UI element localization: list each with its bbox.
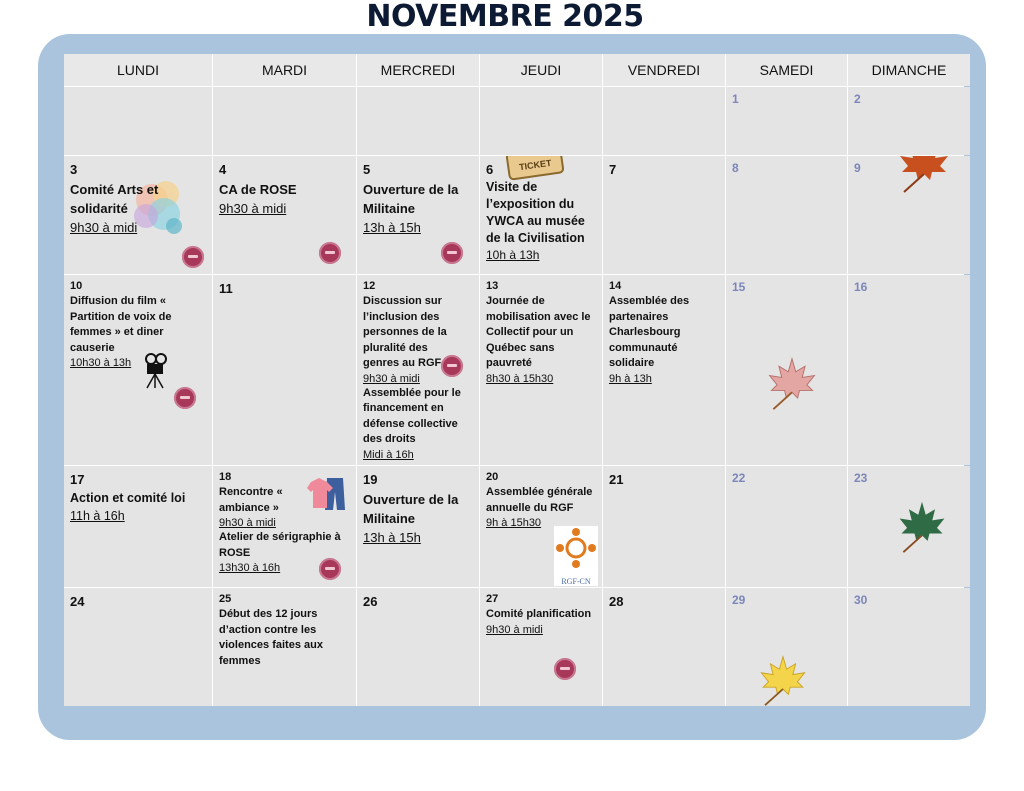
day-number: 18 [219, 471, 232, 483]
event-title: Début des 12 jours d’action contre les violences faites aux femmes [219, 608, 323, 667]
day-number: 26 [363, 594, 378, 609]
day-cell-12 [357, 275, 479, 465]
event-title: Journée de mobilisation avec le Collectif pour un Québec sans pauvreté [486, 295, 591, 369]
event-title: Ouverture de la Militaine [363, 492, 459, 526]
day-cell-28 [603, 588, 725, 706]
day-header-vendredi: VENDREDI [603, 54, 725, 86]
day-cell-8 [726, 156, 847, 274]
day-number: 13 [486, 280, 499, 292]
event-time: 9h30 à midi [70, 220, 138, 235]
event-title: Comité Arts et solidarité [70, 182, 159, 216]
day-number: 25 [219, 593, 232, 605]
event-title: Assemblée des partenaires Charlesbourg communauté solidaire [609, 295, 690, 369]
day-cell-19 [357, 466, 479, 587]
day-cell-10 [64, 275, 212, 465]
maple-leaf-icon [894, 156, 954, 194]
event-time: 11h à 16h [70, 509, 125, 523]
day-header-jeudi: JEUDI [480, 54, 602, 86]
event-time: 9h à 15h30 [486, 517, 542, 529]
day-number: 5 [363, 162, 371, 177]
rose-logo-icon [554, 658, 576, 680]
day-header-dimanche: DIMANCHE [848, 54, 970, 86]
day-number: 15 [732, 280, 746, 294]
event-time: 9h30 à midi [219, 517, 276, 529]
event-title: Visite de l’exposition du YWCA au musée de la Civilisation [486, 180, 585, 245]
day-cell-6 [480, 156, 602, 274]
day-number: 17 [70, 472, 85, 487]
day-cell-27 [480, 588, 602, 706]
empty-day-cell [357, 87, 479, 155]
day-number: 6 [486, 162, 494, 177]
event-time: 9h30 à midi [486, 623, 543, 636]
empty-day-cell [603, 87, 725, 155]
rgf-logo [554, 526, 598, 586]
day-header-samedi: SAMEDI [726, 54, 847, 86]
rose-logo-icon [182, 246, 204, 268]
day-number: 2 [854, 92, 861, 106]
day-cell-14 [603, 275, 725, 465]
day-cell-4 [213, 156, 356, 274]
ticket-icon [506, 156, 564, 182]
rose-logo-icon [319, 242, 341, 264]
day-cell-1 [726, 87, 847, 155]
day-cell-2 [848, 87, 970, 155]
clothing-icon [305, 474, 349, 514]
event-title: Assemblée générale annuelle du RGF [486, 486, 593, 514]
empty-day-cell [213, 87, 356, 155]
event-time: 8h30 à 15h30 [486, 372, 554, 385]
event-time: 9h30 à midi [363, 372, 420, 385]
maple-leaf-icon [756, 652, 810, 706]
day-number: 16 [854, 280, 868, 294]
day-cell-18 [213, 466, 356, 587]
day-cell-26 [357, 588, 479, 706]
calendar-grid [64, 54, 964, 706]
event-title: Diffusion du film « Partition de voix de femmes » et diner causerie [70, 295, 172, 354]
empty-day-cell [64, 87, 212, 155]
day-cell-11 [213, 275, 356, 465]
event-title: Atelier de sérigraphie à ROSE [219, 531, 341, 559]
event-time: 9h à 13h [609, 372, 652, 385]
event-title: Assemblée pour le financement en défense collective des droits [363, 386, 461, 445]
ticket-label: TICKET [518, 157, 553, 173]
day-number: 19 [363, 472, 378, 487]
rgf-logo-text: RGF-CN [561, 577, 591, 586]
rose-logo-icon [441, 355, 463, 377]
event-title: Ouverture de la Militaine [363, 182, 459, 216]
day-number: 1 [732, 92, 739, 106]
day-number: 30 [854, 593, 868, 607]
day-number: 27 [486, 593, 499, 605]
day-number: 23 [854, 471, 868, 485]
day-cell-9 [848, 156, 970, 274]
day-header-mercredi: MERCREDI [357, 54, 479, 86]
day-cell-24 [64, 588, 212, 706]
day-cell-15 [726, 275, 847, 465]
day-number: 3 [70, 162, 78, 177]
day-number: 12 [363, 280, 376, 292]
event-time: 13h à 15h [363, 530, 421, 545]
day-number: 4 [219, 162, 227, 177]
event-time: Midi à 16h [363, 448, 414, 461]
day-header-lundi: LUNDI [64, 54, 212, 86]
event-time: 13h à 15h [363, 220, 421, 235]
event-time: 13h30 à 16h [219, 562, 281, 574]
calendar-title: NOVEMBRE 2025 [366, 0, 644, 34]
day-number: 22 [732, 471, 746, 485]
rgf-logo-icon [554, 526, 598, 572]
day-cell-25 [213, 588, 356, 706]
event-title: Comité planification [486, 608, 592, 620]
event-title: Action et comité loi [70, 491, 186, 505]
event-title: CA de ROSE [219, 182, 297, 197]
day-number: 9 [854, 161, 861, 175]
day-number: 8 [732, 161, 739, 175]
day-cell-3 [64, 156, 212, 274]
day-cell-29 [726, 588, 847, 706]
day-cell-16 [848, 275, 970, 465]
event-time: 10h30 à 13h [70, 357, 132, 369]
day-number: 24 [70, 594, 85, 609]
event-time: 9h30 à midi [219, 201, 287, 216]
empty-day-cell [480, 87, 602, 155]
maple-leaf-icon [894, 496, 950, 556]
day-cell-17 [64, 466, 212, 587]
day-number: 29 [732, 593, 746, 607]
day-number: 14 [609, 280, 622, 292]
day-number: 28 [609, 594, 624, 609]
day-cell-13 [480, 275, 602, 465]
rose-logo-icon [319, 558, 341, 580]
day-header-mardi: MARDI [213, 54, 356, 86]
maple-leaf-icon [764, 353, 820, 413]
day-number: 20 [486, 471, 499, 483]
day-cell-22 [726, 466, 847, 587]
day-cell-5 [357, 156, 479, 274]
day-cell-21 [603, 466, 725, 587]
event-title: Discussion sur l’inclusion des personnes de la pluralité des genres au RGF [363, 295, 447, 369]
day-number: 21 [609, 472, 624, 487]
rose-logo-icon [174, 387, 196, 409]
day-cell-7 [603, 156, 725, 274]
day-number: 11 [219, 281, 233, 296]
event-time: 10h à 13h [486, 248, 540, 262]
film-camera-icon [144, 353, 168, 389]
event-title: Rencontre « ambiance » [219, 486, 283, 514]
day-cell-20 [480, 466, 602, 587]
day-cell-23 [848, 466, 970, 587]
day-number: 7 [609, 162, 617, 177]
rose-logo-icon [441, 242, 463, 264]
day-cell-30 [848, 588, 970, 706]
day-number: 10 [70, 280, 83, 292]
